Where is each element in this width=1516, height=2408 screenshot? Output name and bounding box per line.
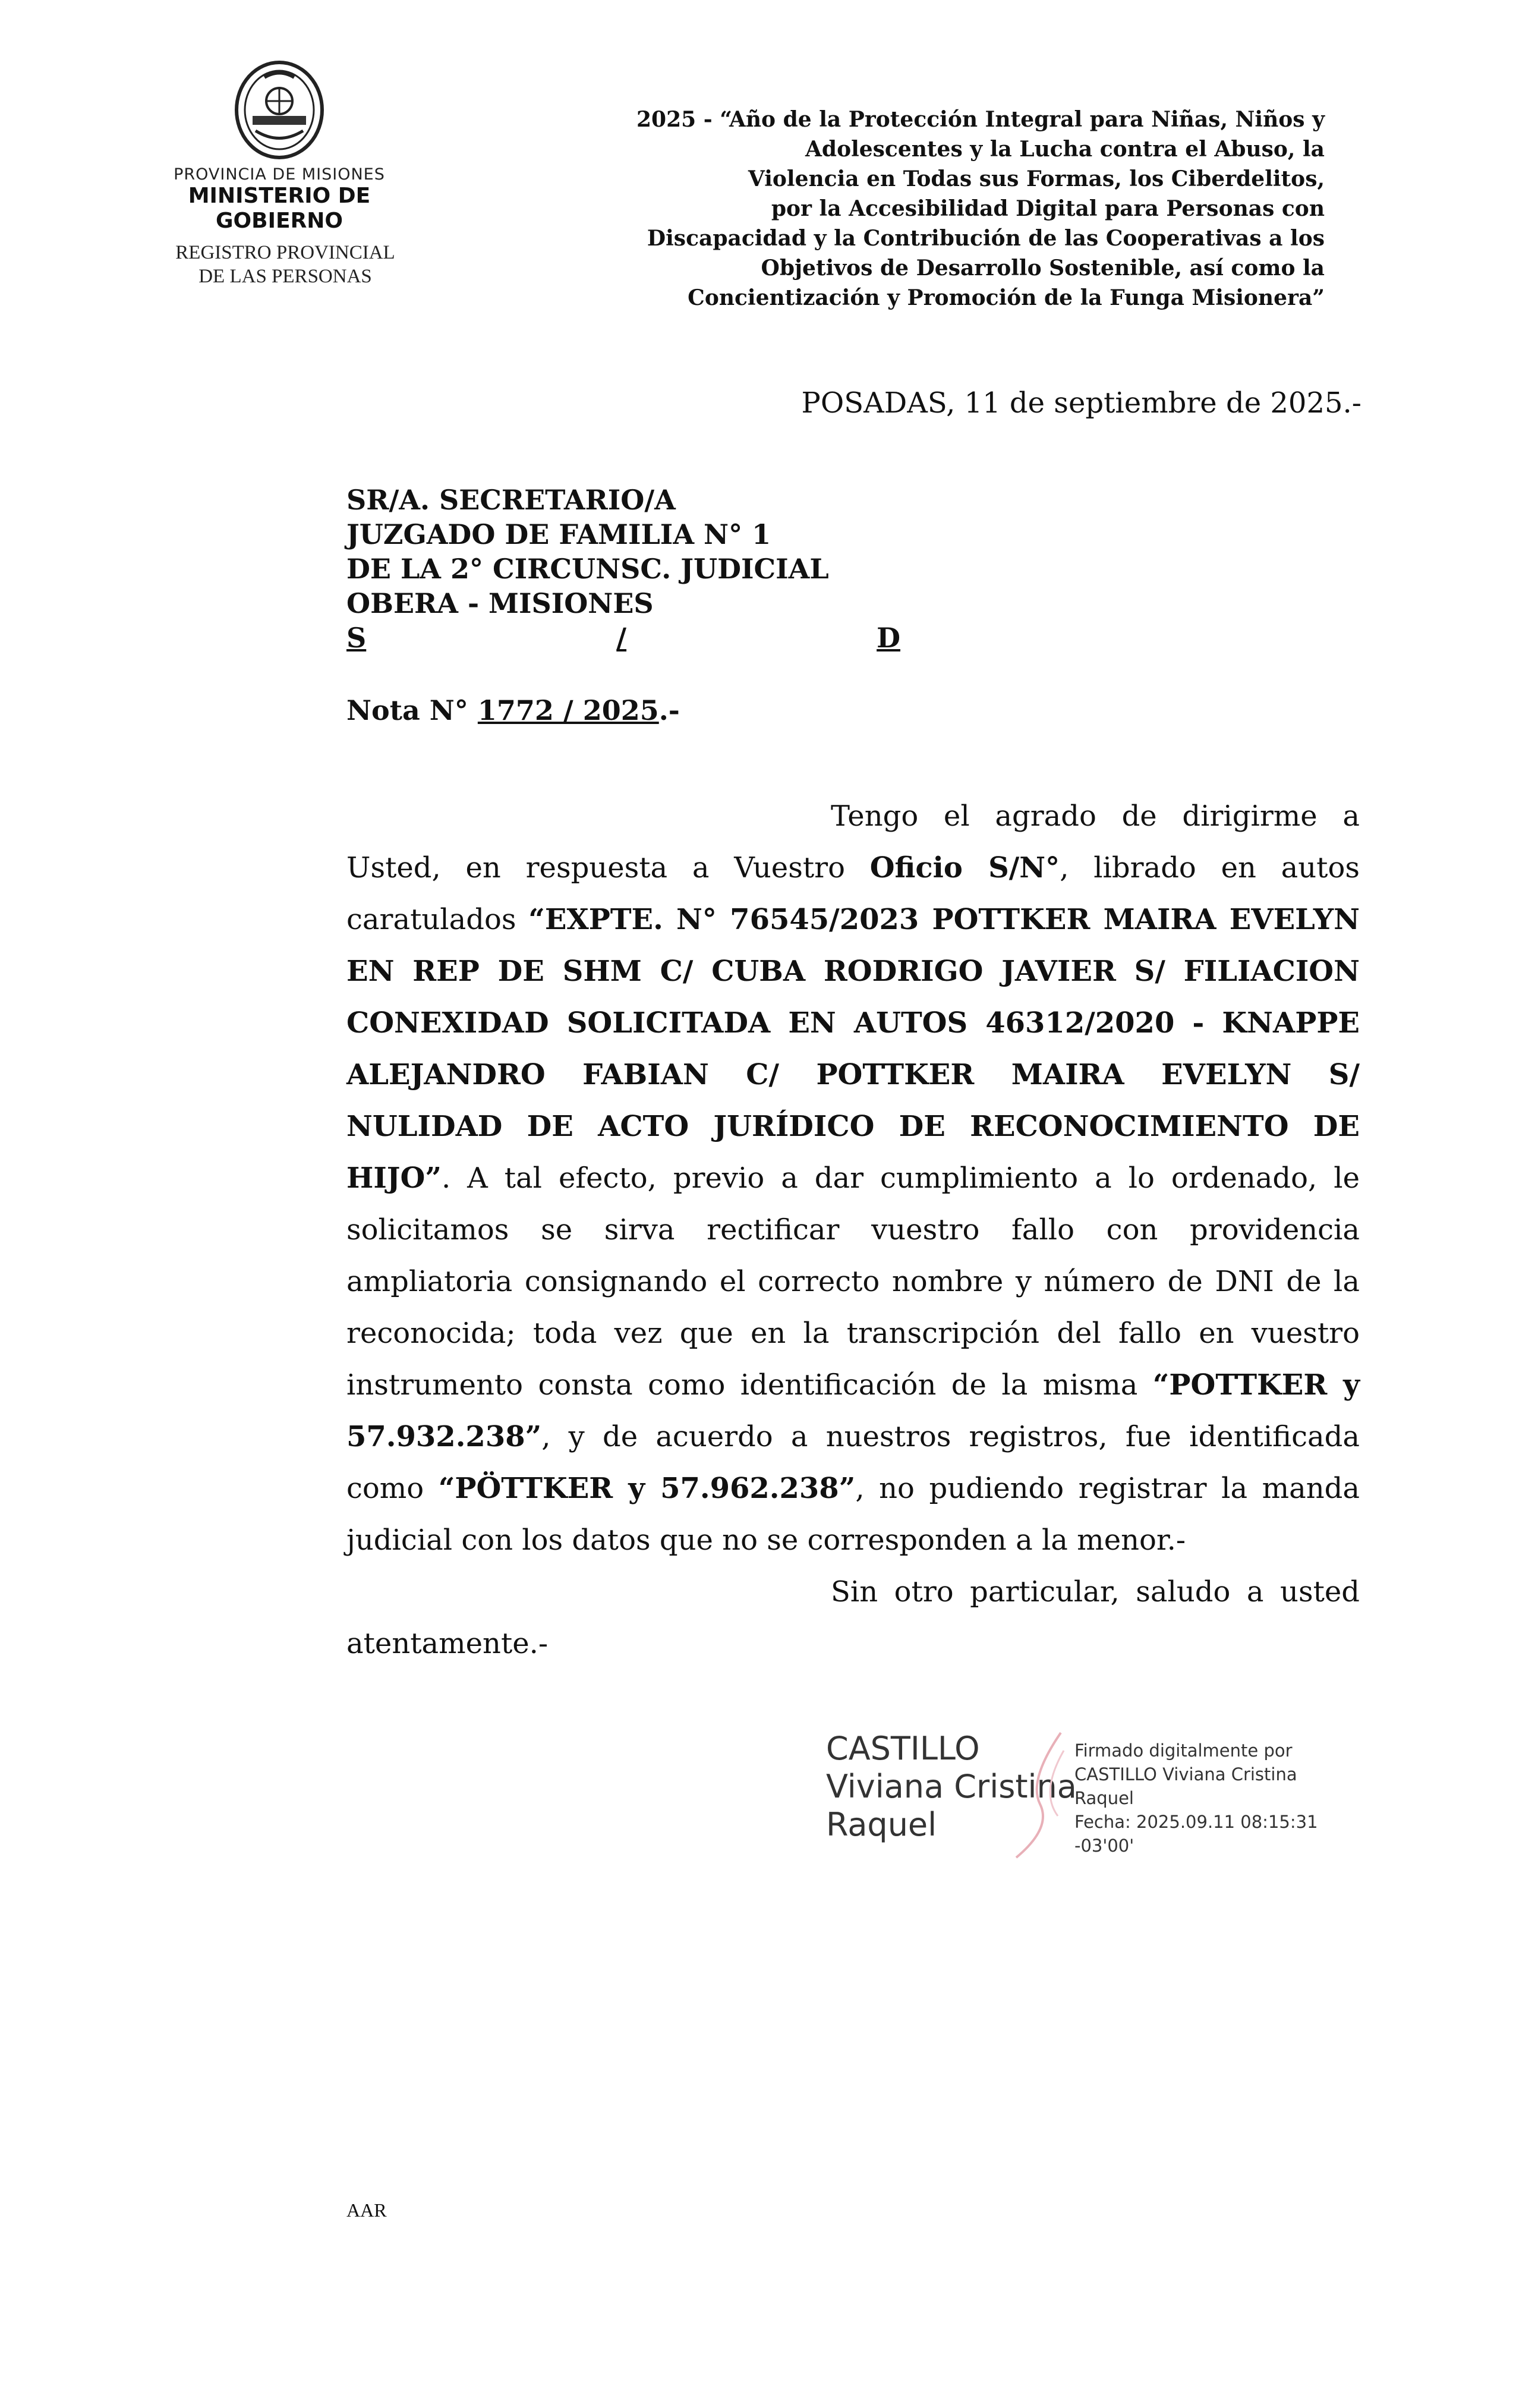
provincial-seal-icon [229, 59, 330, 160]
signer-name: CASTILLO Viviana Cristina Raquel [826, 1730, 1077, 1843]
addressee-block [346, 483, 900, 655]
closing-paragraph: Sin otro particular, saludo a usted atentamente.- [346, 1575, 1360, 1660]
ministry-logo [143, 59, 416, 234]
case-title: “EXPTE. N° 76545/2023 POTTKER MAIRA EVELYN EN REP DE SHM C/ CUBA RODRIGO JAVIER S/ FILIACION CONEXIDAD SOLICITADA EN AUTOS 46312/2020 - KNAPPE ALEJANDRO FABIAN C/ POTTKER MAIRA EVELYN S/ NULIDAD DE ACTO JURÍDICO DE RECONOCIMIENTO DE HIJO” [346, 903, 1360, 1195]
letter-body [346, 791, 1360, 1670]
registry-name: REGISTRO PROVINCIAL DE LAS PERSONAS [175, 242, 395, 287]
note-number: Nota N° 1772 / 2025.- [346, 694, 680, 726]
addressee-line: JUZGADO DE FAMILIA N° 1 [346, 518, 771, 550]
addressee-line: OBERA - MISIONES [346, 587, 654, 619]
ministry-name: MINISTERIO DE GOBIERNO [188, 184, 371, 233]
id-in-registry: “PÖTTKER y 57.962.238” [438, 1472, 856, 1505]
typist-initials: AAR [346, 2199, 387, 2221]
oficio-label: Oficio S/N° [869, 851, 1060, 884]
addressee-line: SR/A. SECRETARIO/A [346, 484, 676, 516]
id-in-instrument: “POTTKER y 57.932.238” [346, 1368, 1360, 1453]
digital-signature-details: Firmado digitalmente por CASTILLO Viviana Cristina Raquel Fecha: 2025.09.11 08:15:31 -03'00' [1074, 1740, 1318, 1856]
year-motto: 2025 - “Año de la Protección Integral para Niñas, Niños y Adolescentes y la Lucha contra el Abuso, la Violencia en Todas sus Formas, los Ciberdelitos, por la Accesibilidad Digital para Personas con Discapacidad y la Contribución de las Cooperativas a los Objetivos de Desarrollo Sostenible, así como la Concientización y Promoción de la Funga Misionera” [636, 107, 1325, 310]
addressee-line: DE LA 2° CIRCUNSC. JUDICIAL [346, 553, 829, 585]
digital-signature-mark-icon [1004, 1727, 1076, 1864]
sd-line: S / D [346, 622, 900, 654]
date-line: POSADAS, 11 de septiembre de 2025.- [801, 386, 1361, 420]
body-paragraph: Tengo el agrado de dirigirme a Usted, en respuesta a Vuestro Oficio S/N°, librado en autos caratulados “EXPTE. N° 76545/2023 POTTKER MAIRA EVELYN EN REP DE SHM C/ CUBA RODRIGO JAVIER S/ FILIACION CONEXIDAD SOLICITADA EN AUTOS 46312/2020 - KNAPPE ALEJANDRO FABIAN C/ POTTKER MAIRA EVELYN S/ NULIDAD DE ACTO JURÍDICO DE RECONOCIMIENTO DE HIJO”. A tal efecto, previo a dar cumplimiento a lo ordenado, le solicitamos se sirva rectificar vuestro fallo con providencia ampliatoria consignando el correcto nombre y número de DNI de la reconocida; toda vez que en la transcripción del fallo en vuestro instrumento consta como identificación de la misma “POTTKER y 57.932.238”, y de acuerdo a nuestros registros, fue identificada como “PÖTTKER y 57.962.238”, no pudiendo registrar la manda judicial con los datos que no se corresponden a la menor.- [346, 799, 1360, 1557]
province-name: PROVINCIA DE MISIONES [174, 165, 385, 184]
